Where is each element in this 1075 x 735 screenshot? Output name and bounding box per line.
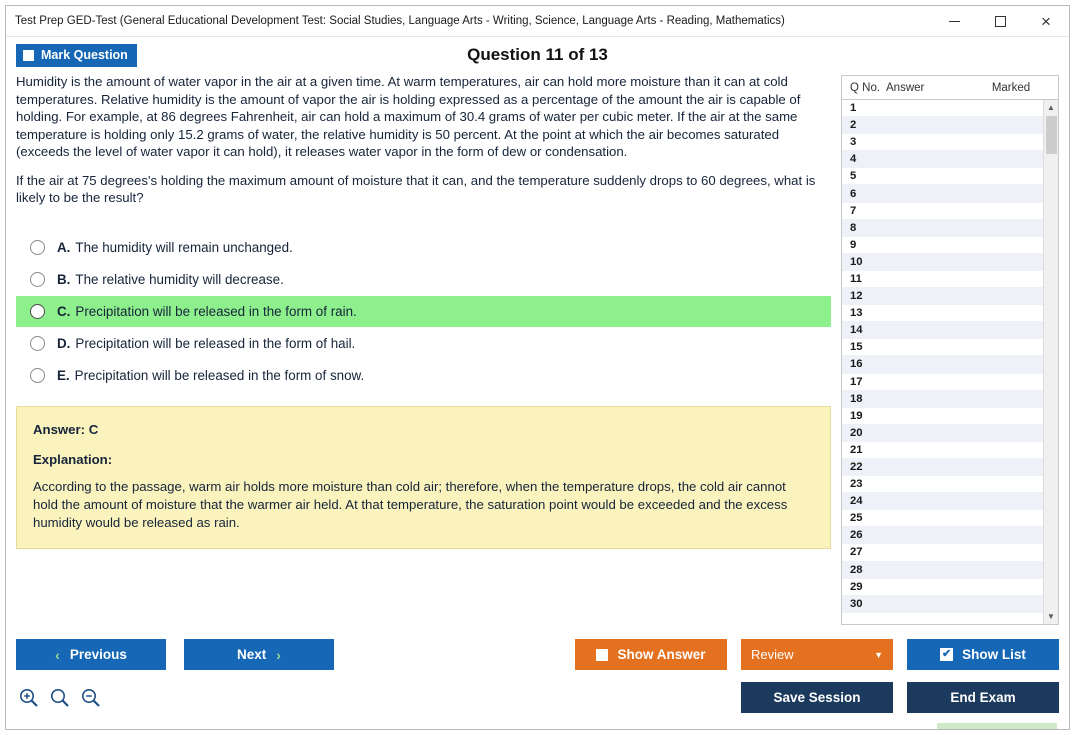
- passage-paragraph-2: If the air at 75 degrees's holding the maximum amount of moisture that it can, and the temperature suddenly drops to 60 degrees, what is likely to be the result?: [16, 172, 816, 206]
- question-number: 30: [850, 597, 863, 610]
- table-row[interactable]: [842, 596, 1058, 613]
- radio-icon[interactable]: [30, 304, 45, 319]
- maximize-button[interactable]: [977, 6, 1023, 37]
- table-row[interactable]: [842, 510, 1058, 527]
- zoom-reset-icon[interactable]: [47, 686, 71, 710]
- question-number: 27: [850, 546, 863, 559]
- show-list-button[interactable]: [907, 639, 1059, 670]
- minimize-button[interactable]: [931, 6, 977, 37]
- question-number: 19: [850, 409, 863, 422]
- previous-button[interactable]: [16, 639, 166, 670]
- table-row[interactable]: [842, 544, 1058, 561]
- check-icon: ✔: [942, 648, 952, 660]
- checkbox-icon: [23, 50, 34, 61]
- radio-icon[interactable]: [30, 272, 45, 287]
- table-row[interactable]: [842, 288, 1058, 305]
- window-title: Test Prep GED-Test (General Educational Development Test: Social Studies, Language Arts - Writing, Science, Language Arts - Reading, Mathematics): [15, 15, 785, 27]
- end-exam-button[interactable]: [907, 682, 1059, 713]
- show-answer-label: Show Answer: [617, 647, 706, 662]
- scroll-up-icon[interactable]: ▲: [1047, 103, 1055, 112]
- question-number: 4: [850, 153, 857, 166]
- review-dropdown[interactable]: [741, 639, 893, 670]
- option-letter: A.: [57, 239, 71, 255]
- option-text: The relative humidity will decrease.: [75, 271, 284, 287]
- maximize-icon: [995, 16, 1006, 27]
- column-header-marked: Marked: [991, 81, 1031, 94]
- explanation-text: According to the passage, warm air holds more moisture than cold air; therefore, when the temperature drops, the cold air cannot hold the amount of moisture that the warmer air held. At that temperature, the saturation point would be exceeded and the excess humidity would be released as rain.: [33, 479, 788, 531]
- question-number: 20: [850, 426, 863, 439]
- option-letter: C.: [57, 303, 71, 319]
- table-row[interactable]: [842, 339, 1058, 356]
- table-row[interactable]: [842, 117, 1058, 134]
- chevron-down-icon: ▼: [874, 649, 883, 660]
- column-header-qno: Q No.: [850, 81, 881, 94]
- column-header-answer: Answer: [886, 81, 925, 94]
- option-a[interactable]: [16, 232, 831, 263]
- save-session-button[interactable]: [741, 682, 893, 713]
- table-row[interactable]: [842, 134, 1058, 151]
- zoom-in-icon[interactable]: [16, 686, 40, 710]
- option-c[interactable]: [16, 296, 831, 327]
- table-row[interactable]: [842, 493, 1058, 510]
- question-number: 5: [850, 170, 857, 183]
- answer-explanation-panel: [16, 406, 831, 549]
- question-number: 16: [850, 358, 863, 371]
- option-b[interactable]: [16, 264, 831, 295]
- table-row[interactable]: [842, 579, 1058, 596]
- table-row[interactable]: [842, 527, 1058, 544]
- answer-label: Answer: C: [33, 421, 99, 437]
- exam-body: [6, 73, 1069, 633]
- show-list-label: Show List: [962, 647, 1026, 662]
- question-number: 26: [850, 529, 863, 542]
- checkbox-icon: [596, 649, 608, 661]
- explanation-label: Explanation:: [33, 451, 113, 467]
- question-number: 13: [850, 307, 863, 320]
- title-bar: [6, 6, 1069, 37]
- footer-bottom-row: [16, 682, 1059, 713]
- question-number: 24: [850, 495, 863, 508]
- footer-top-row: [16, 639, 1059, 670]
- table-row[interactable]: [842, 305, 1058, 322]
- table-row[interactable]: [842, 203, 1058, 220]
- table-row[interactable]: [842, 391, 1058, 408]
- zoom-controls: [16, 686, 102, 710]
- question-number: 21: [850, 443, 863, 456]
- radio-icon[interactable]: [30, 336, 45, 351]
- option-text: Precipitation will be released in the form of snow.: [74, 367, 365, 383]
- question-list-body[interactable]: [842, 100, 1058, 624]
- option-letter: D.: [57, 335, 71, 351]
- question-number: 12: [850, 290, 863, 303]
- answer-options: [16, 232, 831, 392]
- table-row[interactable]: [842, 220, 1058, 237]
- question-list-scrollbar[interactable]: [1043, 100, 1058, 624]
- option-letter: E.: [57, 367, 70, 383]
- save-session-label: Save Session: [773, 690, 861, 705]
- table-row[interactable]: [842, 237, 1058, 254]
- table-row[interactable]: [842, 100, 1058, 117]
- table-row[interactable]: [842, 254, 1058, 271]
- table-row[interactable]: [842, 476, 1058, 493]
- radio-icon[interactable]: [30, 368, 45, 383]
- table-row[interactable]: [842, 151, 1058, 168]
- question-number: 2: [850, 119, 857, 132]
- question-number: 25: [850, 512, 863, 525]
- question-number: 1: [850, 102, 857, 115]
- table-row[interactable]: [842, 562, 1058, 579]
- option-text: Precipitation will be released in the form of hail.: [75, 335, 356, 351]
- mark-question-label: Mark Question: [41, 48, 128, 62]
- passage: [16, 73, 831, 218]
- show-answer-button[interactable]: [575, 639, 727, 670]
- option-text: Precipitation will be released in the form of rain.: [75, 303, 357, 319]
- table-row[interactable]: [842, 459, 1058, 476]
- question-list-header: [842, 76, 1058, 100]
- question-number: 7: [850, 204, 857, 217]
- option-letter: B.: [57, 271, 71, 287]
- chevron-left-icon: ‹: [55, 646, 60, 663]
- status-strip: [937, 723, 1057, 729]
- question-number: 10: [850, 255, 863, 268]
- question-number: 9: [850, 238, 857, 251]
- question-number: 28: [850, 563, 863, 576]
- table-row[interactable]: [842, 271, 1058, 288]
- question-number: 3: [850, 136, 857, 149]
- option-e[interactable]: [16, 360, 831, 391]
- question-number: 6: [850, 187, 857, 200]
- close-button[interactable]: [1023, 6, 1069, 37]
- window-controls: [931, 6, 1069, 37]
- next-label: Next: [237, 647, 267, 662]
- page-title: Question 11 of 13: [467, 45, 608, 64]
- question-list-panel: [841, 75, 1059, 625]
- mark-question-button[interactable]: [16, 44, 137, 67]
- chevron-right-icon: ›: [276, 646, 281, 663]
- table-row[interactable]: [842, 322, 1058, 339]
- passage-paragraph-1: Humidity is the amount of water vapor in the air at a given time. At warm temperatures, air can hold more moisture than it can at cold temperatures. Relative humidity is the amount of vapor the air is holding expressed as a percentage of the amount the air is capable of holding. For example, at 86 degrees Fahrenheit, air can hold a maximum of 30.4 grams of water per cubic meter. If the air at the same temperature is holding only 15.2 grams of water, the relative humidity is 50 percent. At the point at which the air becomes saturated (exceeds the level of water vapor it can hold), it releases water vapor in the form of dew or condensation.: [16, 74, 801, 160]
- review-label: Review: [751, 647, 794, 662]
- scroll-down-icon[interactable]: ▼: [1047, 612, 1055, 621]
- exam-window: [5, 5, 1070, 730]
- zoom-out-icon[interactable]: [78, 686, 102, 710]
- table-row[interactable]: [842, 356, 1058, 373]
- table-row[interactable]: [842, 168, 1058, 185]
- end-exam-label: End Exam: [950, 690, 1016, 705]
- table-row[interactable]: [842, 374, 1058, 391]
- question-number: 22: [850, 461, 863, 474]
- radio-icon[interactable]: [30, 240, 45, 255]
- option-text: The humidity will remain unchanged.: [75, 239, 293, 255]
- question-number: 15: [850, 341, 863, 354]
- exam-footer: [6, 633, 1069, 729]
- next-button[interactable]: [184, 639, 334, 670]
- question-number: 14: [850, 324, 863, 337]
- question-number: 29: [850, 580, 863, 593]
- exam-header: [6, 37, 1069, 73]
- table-row[interactable]: [842, 425, 1058, 442]
- previous-label: Previous: [69, 647, 127, 662]
- table-row[interactable]: [842, 442, 1058, 459]
- question-number: 17: [850, 375, 863, 388]
- table-row[interactable]: [842, 185, 1058, 202]
- question-number: 23: [850, 478, 863, 491]
- option-d[interactable]: [16, 328, 831, 359]
- question-number: 8: [850, 221, 857, 234]
- minimize-icon: [949, 21, 960, 22]
- table-row[interactable]: [842, 408, 1058, 425]
- question-number: 18: [850, 392, 863, 405]
- scrollbar-thumb[interactable]: [1046, 116, 1057, 154]
- question-number: 11: [850, 272, 862, 285]
- close-icon: ×: [1041, 11, 1051, 31]
- question-column: [16, 73, 841, 633]
